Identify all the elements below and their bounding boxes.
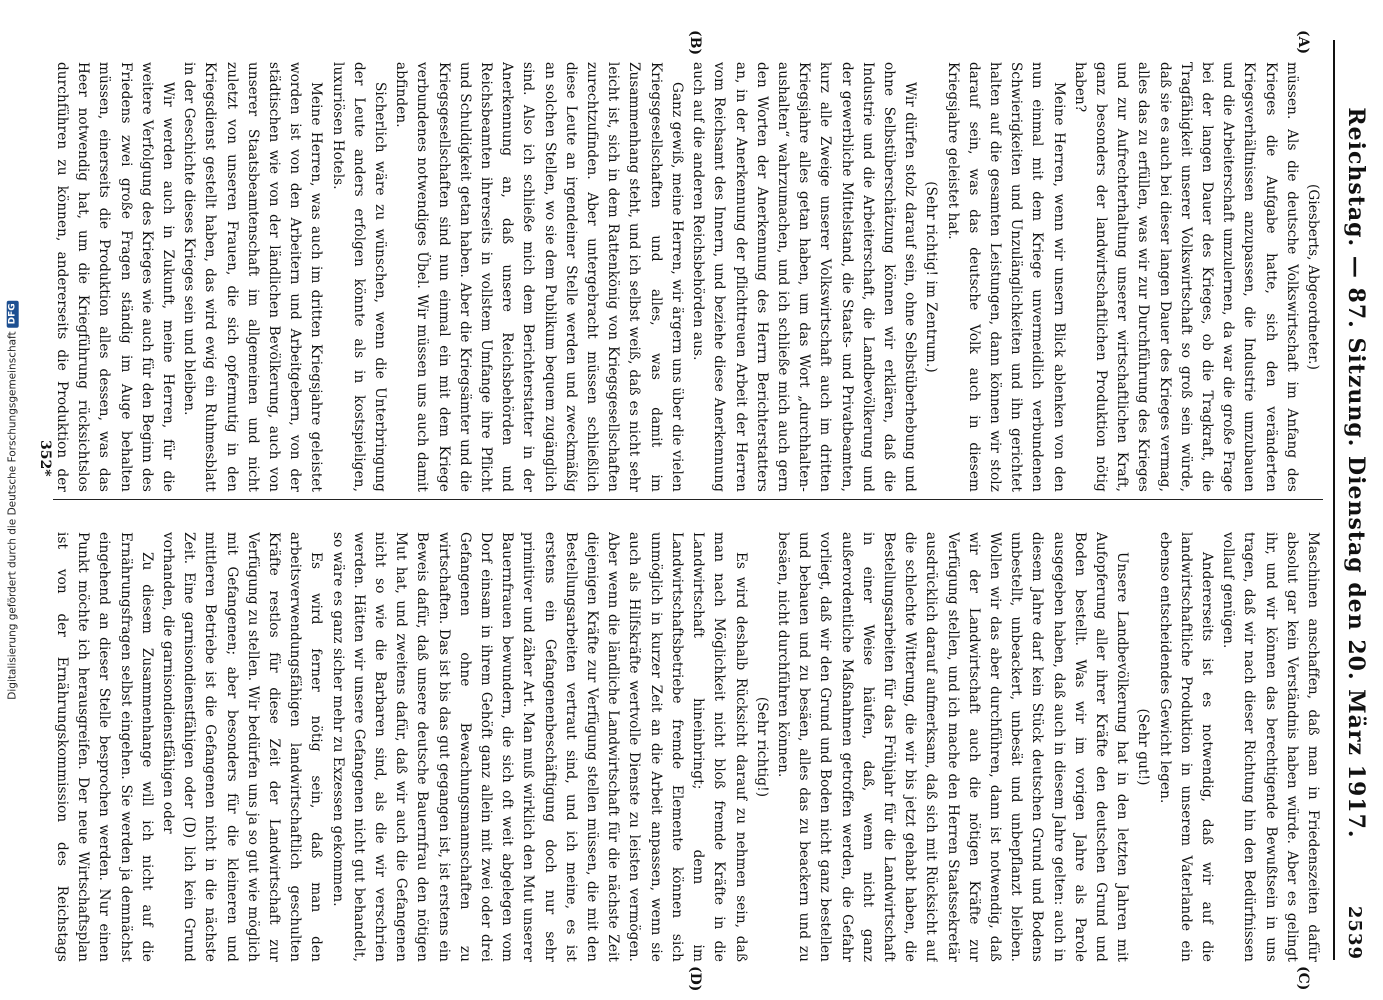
- speaker-line: (Giesberts, Abgeordneter.): [1305, 183, 1321, 371]
- paragraph: Zu diesem Zusammenhange will ich nicht auf die Ernährungsfragen selbst eingehen. Sie werden ja demnächst eingehend an dieser Stelle besprochen werden. Nur einen Punkt möchte ich herausgreifen. Der neue Wirtschaftsplan ist von der Ernährungskommission des Reichstags: [54, 532, 155, 962]
- page-header: [1333, 40, 1369, 960]
- paragraph: Wir dürfen stolz darauf sein, ohne Selbstüberhebung und ohne Selbstüberschätzung können wir erklären, daß die Industrie und die Arbeiterschaft, die Landbevölkerung und der gewerbliche Mittelstand, die Staats- und Privatbeamten, kurz alle Zweige unserer Volkswirtschaft auch im dritten Kriegsjahre alles getan haben, um das Wort „durchhalten-aushalten“ wahrzumachen, und ich schließe mich auch gern den Worten der Anerkennung des Herrn Berichterstatters an, in der Anerkennung der pflichttreuen Arbeit der Herren vom Reichsamt des Innern, und beziehe diese Anerkennung auch auf die anderen Reichsbehörden aus.: [690, 62, 919, 492]
- margin-marker-c: (C): [1295, 966, 1311, 991]
- footer-page-number: 352*: [37, 440, 53, 477]
- interjection: (Sehr gut!): [1135, 708, 1152, 786]
- paragraph: müssen. Als die deutsche Volkswirtschaft im Anfang des Krieges die Aufgabe hatte, sich den veränderten Kriegsverhältnissen anzupassen, die Industrie umzubauen und die Arbeiterschaft umzulernen, da war die große Frage bei der langen Dauer des Krieges, ob die Tragkraft, die Tragfähigkeit unserer Volkswirtschaft so groß sein würde, daß sie es auch bei dieser langen Dauer des Krieges vermag, alles das zu erfüllen, was wir zur Durchführung des Krieges und zur Aufrechterhaltung unserer wirtschaftlichen Kraft, ganz besonders der landwirtschaftlichen Produktion nötig haben?: [1071, 62, 1300, 492]
- paragraph: Andererseits ist es notwendig, daß wir auf die landwirtschaftliche Produktion in unserem Vaterlande ein ebenso entscheidendes Gewicht legen.: [1156, 532, 1215, 962]
- column-divider: [53, 499, 1323, 500]
- paragraph: Wir werden auch in Zukunft, meine Herren, für die weitere Verfolgung des Krieges wie auch für den Beginn des Friedens zwei große Fragen ständig im Auge behalten müssen, einerseits die Produktion alles dessen, was das Heer notwendig hat, um die Kriegführung rücksichtslos durchführen zu können, andererseits die Produktion der: [54, 62, 177, 492]
- paragraph: Es wird ferner nötig sein, daß man den arbeitsverwendungsfähigen landwirtschaftlich geschulten Kräfte restlos für diese Zeit der Landwirtschaft zur Verfügung zu stellen. Wir bedürfen uns ja so gut wie möglich mit Gefangenen; aber besonders für die kleineren und mittleren Betriebe ist die Gefangenen nicht in die nächste Zeit. Eine garnisondienstfähigen oder (D) lich kein Grund vorhanden, die garnisondienstfähigen oder: [160, 532, 325, 962]
- paragraph: Maschinen anschaffen, daß man in Friedenszeiten dafür absolut gar kein Verständnis haben würde. Aber es gelingt ihr, und wir können das berechtigende Bewußtsein in uns tragen, daß wir nach dieser Richtung hin den Bedürfnissen vollauf genügen.: [1220, 532, 1321, 962]
- paragraph: Es wird deshalb Rücksicht darauf zu nehmen sein, daß man nach Möglichkeit nicht bloß fremde Kräfte in die Landwirtschaft hineinbringt; denn im Landwirtschaftsbetriebe fremde Elemente können sich unmöglich in kurzer Zeit an die Arbeit anpassen, wenn sie auch als Hilfskräfte wertvolle Dienste zu leisten vermögen. Aber wenn die ländliche Landwirtschaft für die nächste Zeit diejenigen Kräfte zur Verfügung stellen müssen, die mit den Bestellungsarbeiten vertraut sind, und ich meine, es ist erstens ein Gefangenenbeschäftigung doch nur sehr primitiver und zäher Art. Man muß wirklich den Mut unserer Bauernfrauen bewundern, die sich oft weit abgelegen vom Dorf einsam in ihrem Gehöft ganz allein mit zwei oder drei Gefangenen ohne Bewachungsmannschaften zu wirtschaften. Das ist bis das gut gegangen ist, ist erstens ein Beweis dafür, daß unsere deutsche Bauernfrau den nötigen Mut hat, und zweitens dafür, daß wir auch die Gefangenen nicht so wie die Barbaren sind, als die wir verschrien werden. Hätten wir unsere Gefangenen nicht gut behandelt, so wäre es ganz sicher mehr zu Exzessen gekommen.: [329, 532, 749, 962]
- left-column: [53, 62, 1323, 492]
- paragraph: Meine Herren, wenn wir unsern Blick ablenken von den nun einmal mit dem Kriege unvermeidlich verbundenen Schwierigkeiten und Unzulänglichkeiten und ihn gerichtet halten auf die gesamten Leistungen, dann können wir stolz darauf sein, was das deutsche Volk auch in diesem Kriegsjahre geleistet hat.: [944, 62, 1067, 492]
- sidebar-text: Digitalisierung gefördert durch die Deutsche Forschungsgemeinschaft: [7, 331, 19, 700]
- header-title: Reichstag. — 87. Sitzung. Dienstag den 20. März 1917.: [1343, 107, 1369, 839]
- interjection: (Sehr richtig!): [753, 696, 770, 798]
- paragraph: Sicherlich wäre zu wünschen, wenn die Unterbringung der Leute anders erfolgen könnte als in kostspieligen, luxuriösen Hotels.: [329, 62, 389, 492]
- right-column: [53, 532, 1323, 962]
- digitization-sidebar: [2, 0, 24, 1000]
- header-page-number: 2539: [1344, 905, 1365, 960]
- newspaper-page: [37, 0, 1383, 1000]
- paragraph: Ganz gewiß, meine Herren, wir ärgern uns über die vielen Kriegsgesellschaften und alles, was damit im Zusammenhang steht, und ich selbst weiß, daß es nicht sehr leicht ist, sich in dem Rattenkönig von Kriegsgesellschaften zurechtzufinden. Aber untergebracht müssen schließlich diese Leute an irgendeiner Stelle werden und zweckmäßig an solchen Stellen, wo sie dem Publikum bequem zugänglich sind. Also ich schließe mich dem Berichterstatter in der Anerkennung an, daß unsere Reichsbehörden und Reichsbeamten ihrerseits in vollstem Umfange ihre Pflicht und Schuldigkeit getan haben. Aber die Kriegsämter und die Kriegsgesellschaften sind nun einmal ein mit dem Kriege verbundenes notwendiges Übel. Wir müssen uns auch damit abfinden.: [393, 62, 685, 492]
- margin-marker-d: (D): [687, 966, 703, 992]
- paragraph: Unsere Landbevölkerung hat in den letzten Jahren mit Aufopferung aller ihrer Kräfte den deutschen Grund und Boden bestellt. Was wir im vorigen Jahre als Parole ausgegeben haben, daß auch in diesem Jahre gelten: auch in diesem Jahre darf kein Stück deutschen Grund und Bodens unbestellt, unbeackert, unbesät und unbepflanzt bleiben. Wollen wir das aber durchführen, dann ist notwendig, daß wir der Landwirtschaft auch die nötigen Kräfte zur Verfügung stellen, und ich mache den Herren Staatssekretär ausdrücklich darauf aufmerksam, daß sich mit Rücksicht auf die schlechte Witterung, die wir bis jetzt gehabt haben, die Bestellungsarbeiten für das Frühjahr für die Landwirtschaft in einer Weise häufen, daß, wenn nicht ganz außerordentliche Maßnahmen getroffen werden, die Gefahr vorliegt, daß wir den Grund und Boden nicht ganz bestellen und bebauen und zu besäen, alles das zu beackern und zu besäen, nicht durchführen können.: [774, 532, 1131, 962]
- margin-marker-b: (B): [687, 30, 703, 56]
- dfg-logo-icon: DFG: [7, 300, 19, 327]
- interjection: (Sehr richtig! im Zentrum.): [923, 181, 940, 373]
- margin-marker-a: (A): [1295, 30, 1311, 55]
- paragraph: Meine Herren, was auch im dritten Kriegsjahre geleistet worden ist von den Arbeitern und Arbeitgebern, von der städtischen wie von der ländlichen Bevölkerung, auch von unserer Staatsbeamtenschaft im allgemeinen und nicht zuletzt von unseren Frauen, die sich opfermutig in den Kriegsdienst gestellt haben, das wird ewig ein Ruhmesblatt in der Geschichte dieses Krieges sein und bleiben.: [181, 62, 325, 492]
